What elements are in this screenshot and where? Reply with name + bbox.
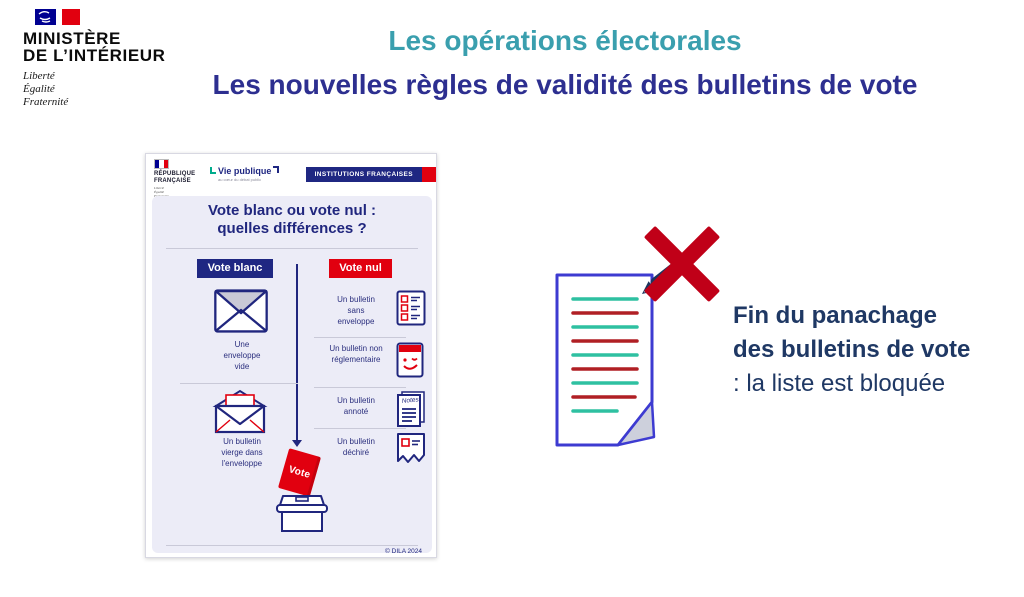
slide-subtitle: Les nouvelles règles de validité des bulletins de vote — [212, 69, 918, 100]
divider — [314, 387, 406, 388]
banner-red-block — [422, 167, 436, 182]
institutions-banner — [306, 167, 436, 182]
ministry-name-line1: MINISTÈRE — [23, 29, 121, 48]
divider — [314, 428, 406, 429]
arrow-down-icon — [292, 440, 302, 447]
vie-publique-name: Vie publique — [218, 166, 272, 176]
divider — [166, 248, 418, 249]
vote-nul-header: Vote nul — [329, 259, 392, 278]
non-regulation-ballot-icon — [396, 342, 424, 378]
republique-motto: Liberté Égalité — [154, 185, 165, 194]
ministry-motto: Liberté Égalité Fraternité — [23, 70, 69, 108]
red-cross-icon — [644, 226, 720, 302]
caption-line3: : la liste est bloquée — [733, 370, 946, 397]
ballot-without-envelope-icon — [396, 290, 426, 326]
vie-publique-mark-icon — [210, 167, 216, 174]
divider — [314, 337, 406, 338]
slide-header — [110, 25, 1020, 101]
notes-label: Notes — [401, 396, 420, 405]
republique-name-line2: FRANÇAISE — [154, 177, 191, 184]
institutions-banner-label: INSTITUTIONS FRANÇAISES — [306, 167, 422, 182]
vie-publique-tagline: au cœur du débat public — [218, 177, 262, 182]
ministry-name-line2: DE L’INTÉRIEUR — [23, 46, 166, 65]
vote-ballot-label: Vote — [287, 464, 312, 481]
republique-name-line1: RÉPUBLIQUE — [154, 171, 196, 177]
panachage-caption — [733, 299, 993, 401]
vote-blanc-nul-infographic — [145, 153, 437, 558]
vote-blanc-item-label: Une enveloppe vide — [223, 340, 261, 371]
vote-nul-item-label: Un bulletin annoté — [337, 396, 375, 416]
divider — [166, 545, 418, 546]
republique-francaise-logo — [154, 159, 195, 198]
poster-header — [146, 154, 436, 196]
vote-blanc-header: Vote blanc — [197, 259, 273, 278]
empty-envelope-icon — [213, 289, 269, 333]
poster-content — [152, 196, 432, 553]
vie-publique-corner-icon — [273, 166, 279, 173]
vote-nul-item-label: Un bulletin non réglementaire — [329, 344, 383, 364]
ballot-box-icon — [270, 488, 334, 534]
poster-copyright: © DILA 2024 — [385, 548, 422, 555]
center-divider-line — [296, 264, 298, 440]
poster-title: Vote blanc ou vote nul : quelles différences ? — [207, 202, 377, 237]
list-document-icon — [557, 275, 654, 445]
blank-ballot-envelope-icon — [211, 388, 269, 434]
divider — [180, 383, 298, 384]
republique-flag-icon — [154, 159, 169, 169]
vote-nul-item-label: Un bulletin déchiré — [337, 437, 375, 457]
document-pen-cross-illustration — [545, 213, 735, 458]
french-flag-icon — [35, 9, 80, 25]
caption-line1: Fin du panachage — [733, 302, 938, 329]
caption-line2: des bulletins de vote — [733, 336, 971, 363]
torn-ballot-icon — [396, 432, 426, 466]
vie-publique-logo — [210, 166, 279, 182]
slide-title: Les opérations électorales — [388, 25, 742, 56]
vote-blanc-item-label: Un bulletin vierge dans l'enveloppe — [221, 437, 263, 468]
vote-nul-item-label: Un bulletin sans enveloppe — [337, 295, 375, 326]
annotated-ballot-icon — [396, 390, 426, 428]
